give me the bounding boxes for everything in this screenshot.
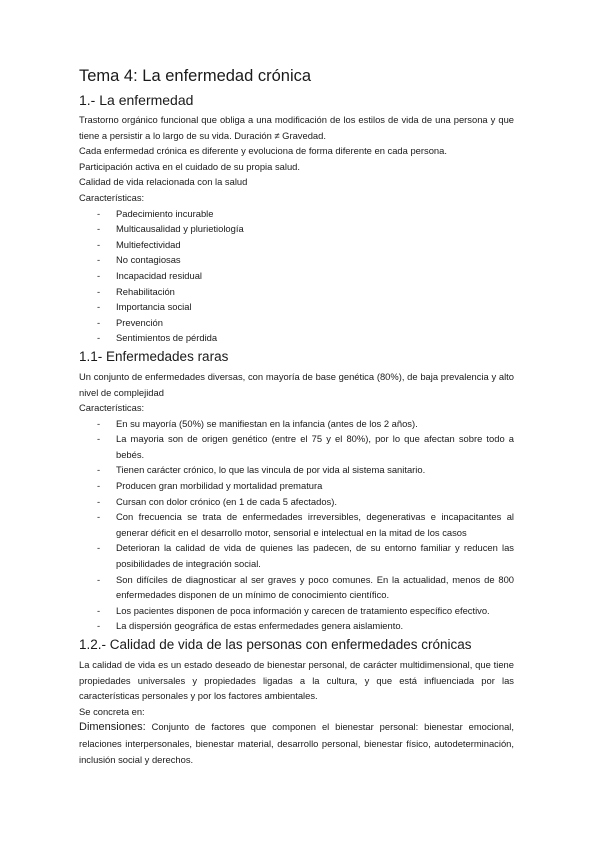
paragraph: Cada enfermedad crónica es diferente y evoluciona de forma diferente en cada persona. (79, 145, 447, 157)
list-item: - Sentimientos de pérdida (97, 332, 218, 344)
list-item: - Los pacientes disponen de poca información y carecen de tratamiento específico efectivo. (97, 604, 490, 616)
list-item: - La mayoria son de origen genético (entre el 75 y el 80%), por lo que afectan sobre todo a bebés. (97, 433, 514, 460)
characteristics-list (79, 206, 514, 346)
paragraph: Características: (79, 191, 145, 203)
paragraph: Se concreta en: (79, 705, 145, 717)
list-item: - Deterioran la calidad de vida de quienes las padecen, de su entorno familiar y reducen las posibilidades de integración social. (97, 542, 514, 570)
list-item: - Incapacidad residual (97, 269, 202, 281)
paragraph: La calidad de vida es un estado deseado de bienestar personal, de carácter multidimensional, que tiene propiedades universales y propiedades ligadas a la cultura, y que está influenciada por las características personales y por los factores ambientales. (79, 659, 514, 702)
list-item: - Prevención (97, 316, 163, 328)
list-item: - Con frecuencia se trata de enfermedades irreversibles, degenerativas e incapacitantes al generar déficit en el desarrollo motor, sensorial e intelectual en la mitad de los casos (97, 511, 514, 538)
dimensions-label: Dimensiones: (79, 721, 146, 734)
paragraph: Características: (79, 402, 145, 414)
list-item: - Rehabilitación (97, 285, 175, 297)
list-item: - Multicausalidad y plurietiología (97, 223, 244, 235)
dimensions-text: Conjunto de factores que componen el bienestar personal: bienestar emocional, relaciones interpersonales, bienestar material, desarrollo personal, bienestar físico, autodeterminación, inclusión social y derechos. (79, 721, 514, 765)
section-heading-calidad-de-vida: 1.2.- Calidad de vida de las personas con enfermedades crónicas (79, 637, 472, 652)
list-item: - No contagiosas (97, 254, 181, 266)
paragraph: Calidad de vida relacionada con la salud (79, 176, 248, 188)
paragraph: Un conjunto de enfermedades diversas, con mayoría de base genética (80%), de baja prevalencia y alto nivel de complejidad (79, 370, 514, 398)
list-item: - Multiefectividad (97, 238, 181, 250)
paragraph: Trastorno orgánico funcional que obliga a una modificación de los estilos de vida de una persona y que tiene a persistir a lo largo de su vida. Duración ≠ Gravedad. (79, 114, 514, 141)
list-item: - En su mayoría (50%) se manifiestan en la infancia (antes de los 2 años). (97, 417, 418, 429)
list-item: - Producen gran morbilidad y mortalidad prematura (97, 480, 323, 492)
document-title: Tema 4: La enfermedad crónica (79, 67, 312, 85)
list-item: - Padecimiento incurable (97, 207, 214, 219)
section-heading-enfermedades-raras: 1.1- Enfermedades raras (79, 348, 229, 364)
list-item: - Son difíciles de diagnosticar al ser graves y poco comunes. En la actualidad, menos de 800 enfermedades disponen de un mínimo de conocimiento científico. (97, 573, 514, 601)
paragraph: Participación activa en el cuidado de su propia salud. (79, 160, 300, 172)
list-item: - Importancia social (97, 301, 192, 313)
dimensions-paragraph (79, 719, 514, 767)
rare-disease-characteristics-list (79, 416, 514, 634)
list-item: - Tienen carácter crónico, lo que las vincula de por vida al sistema sanitario. (97, 464, 426, 476)
section-heading-enfermedad: 1.- La enfermedad (79, 92, 194, 108)
list-item: - Cursan con dolor crónico (en 1 de cada 5 afectados). (97, 495, 337, 507)
list-item: - La dispersión geográfica de estas enfermedades genera aislamiento. (97, 620, 404, 632)
